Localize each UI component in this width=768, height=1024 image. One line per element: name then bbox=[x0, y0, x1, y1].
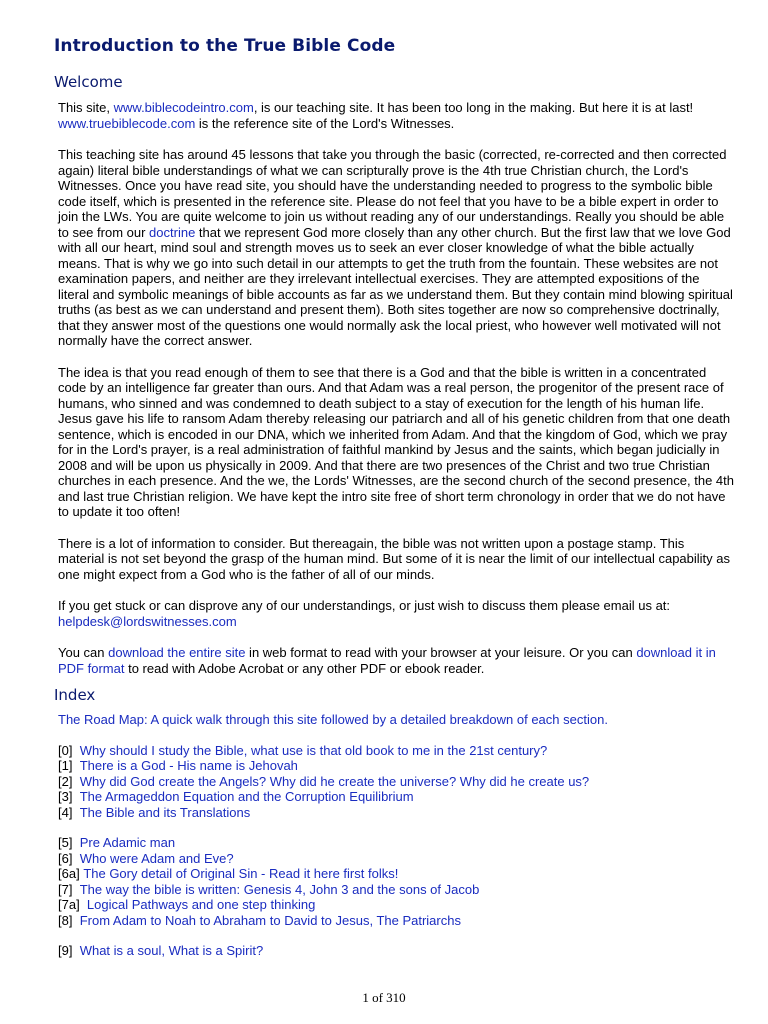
index-item bbox=[58, 943, 734, 959]
index-number: [2] bbox=[58, 773, 73, 789]
index-link[interactable]: Why should I study the Bible, what use is that old book to me in the 21st century? bbox=[79, 742, 548, 758]
index-link[interactable]: The way the bible is written: Genesis 4, John 3 and the sons of Jacob bbox=[79, 881, 480, 897]
download-pdf-link[interactable]: download it in PDF format bbox=[58, 645, 716, 676]
contact-text: If you get stuck or can disprove any of our understandings, or just wish to discuss them please email us at: bbox=[58, 598, 671, 613]
index-item bbox=[58, 897, 734, 913]
index-number: [9] bbox=[58, 943, 73, 958]
teaching-text-1: This teaching site has around 45 lessons that take you through the basic (corrected, re-corrected and then corrected again) literal bible understandings of what we can scripturally prove is the 4th true Christian church, the Lord's Witnesses. Once you have read site, you should have the understanding needed to progress to the symbolic bible code itself, which is presented in the reference site. Please do not feel that you have to be a bible expert in order to join the LWs. You are quite welcome to join us without reading any of our understandings. Really you should be able to see from our bbox=[58, 147, 727, 240]
index-link[interactable]: There is a God - His name is Jehovah bbox=[79, 758, 298, 773]
index-item bbox=[58, 866, 734, 882]
index-section bbox=[58, 712, 734, 959]
intro-text-2: , is our teaching site. It has been too long in the making. But here it is at last! bbox=[253, 100, 694, 115]
welcome-heading: Welcome bbox=[54, 73, 123, 91]
index-item bbox=[58, 835, 734, 851]
index-number: [7] bbox=[58, 881, 73, 897]
welcome-section bbox=[58, 100, 734, 676]
index-group-2 bbox=[58, 835, 734, 928]
index-link[interactable]: Pre Adamic man bbox=[79, 835, 176, 850]
index-item bbox=[58, 913, 734, 929]
intro-paragraph bbox=[58, 100, 734, 131]
index-item bbox=[58, 758, 734, 774]
index-item bbox=[58, 774, 734, 790]
index-heading: Index bbox=[54, 686, 96, 704]
index-group-1 bbox=[58, 743, 734, 821]
download-text-1: You can bbox=[58, 645, 109, 660]
idea-paragraph: The idea is that you read enough of them to see that there is a God and that the bible is written in a concentrated code by an intelligence far greater than ours. And that Adam was a real person, the progenitor of the present race of humans, who sinned and was condemned to death subject to a stay of execution for the length of his human life. Jesus gave his life to ransom Adam thereby releasing our patriarch and all of his genetic children from that one death sentence, which is encoded in our DNA, which we inherited from Adam. And that the kingdom of God, which we pray for in the Lord's prayer, is a real administration of faithful mankind by Jesus and the saints, which began judicially in 2008 and will be upon us physically in 2009. And that there are two presences of the Christ and two true Christian churches in each presence. And the we, the Lords' Witnesses, are the second church of the second presence, the 4th and last true Christian religion. We have kept the intro site free of short term chronology in order that we do not have to update it too often! bbox=[58, 364, 734, 519]
email-link[interactable]: helpdesk@lordswitnesses.com bbox=[58, 613, 237, 629]
index-item bbox=[58, 743, 734, 759]
index-number: [0] bbox=[58, 742, 73, 758]
index-item bbox=[58, 805, 734, 821]
page-number: 1 of 310 bbox=[362, 990, 406, 1005]
index-link[interactable]: Logical Pathways and one step thinking bbox=[83, 897, 316, 912]
index-number: [8] bbox=[58, 912, 73, 928]
index-link[interactable]: Why did God create the Angels? Why did he create the universe? Why did he create us? bbox=[79, 773, 590, 789]
intro-text-3: is the reference site of the Lord's Witnesses. bbox=[195, 115, 455, 131]
index-number: [3] bbox=[58, 789, 73, 804]
index-number: [6a] bbox=[58, 866, 80, 881]
biblecodeintro-link[interactable]: www.biblecodeintro.com bbox=[113, 100, 254, 115]
index-number: [5] bbox=[58, 835, 73, 850]
index-number: [4] bbox=[58, 804, 73, 820]
index-link[interactable]: The Armageddon Equation and the Corruption Equilibrium bbox=[79, 789, 414, 804]
index-item bbox=[58, 851, 734, 867]
teaching-text-2: that we represent God more closely than any other church. But the first law that we love God with all our heart, mind soul and strength moves us to seek an ever closer knowledge of what the bible actually means. That is why we go into such detail in our attempts to get the truth from the fountain. These websites are not examination papers, and neither are they irrelevant intellectual exercises. They are attempted expositions of the literal and symbolic meanings of bible accounts as far as we understand them. But they contain mind blowing spiritual truths (as best as we can understand and present them). Both sites together are now so comprehensive doctrinally, that they answer most of the questions one would normally ask the local priest, who however well motivated will not normally have the correct answer. bbox=[58, 224, 733, 348]
doctrine-link[interactable]: doctrine bbox=[149, 224, 196, 240]
page-content bbox=[54, 36, 734, 959]
intro-text-1: This site, bbox=[58, 100, 114, 115]
index-link[interactable]: The Bible and its Translations bbox=[79, 804, 251, 820]
index-link[interactable]: Who were Adam and Eve? bbox=[79, 850, 234, 866]
download-site-link[interactable]: download the entire site bbox=[108, 645, 246, 660]
index-number: [7a] bbox=[58, 897, 80, 912]
index-item bbox=[58, 882, 734, 898]
index-link[interactable]: What is a soul, What is a Spirit? bbox=[79, 943, 264, 958]
index-link[interactable]: From Adam to Noah to Abraham to David to Jesus, The Patriarchs bbox=[79, 912, 461, 928]
index-group-3 bbox=[58, 943, 734, 959]
download-text-3: to read with Adobe Acrobat or any other PDF or ebook reader. bbox=[124, 660, 485, 676]
roadmap-link[interactable]: The Road Map: A quick walk through this site followed by a detailed breakdown of each section. bbox=[58, 712, 608, 727]
information-paragraph: There is a lot of information to consider. But thereagain, the bible was not written upon a postage stamp. This material is not set beyond the grasp of the human mind. But some of it is near the limit of our intellectual capability as one might expect from a God who is the father of all of our minds. bbox=[58, 535, 731, 582]
index-item bbox=[58, 789, 734, 805]
index-number: [6] bbox=[58, 850, 73, 866]
contact-paragraph bbox=[58, 598, 734, 629]
download-text-2: in web format to read with your browser at your leisure. Or you can bbox=[245, 645, 637, 660]
download-paragraph bbox=[58, 645, 734, 676]
truebiblecode-link[interactable]: www.truebiblecode.com bbox=[58, 115, 196, 131]
roadmap-link-row bbox=[58, 712, 734, 728]
index-link[interactable]: The Gory detail of Original Sin - Read it here first folks! bbox=[83, 866, 399, 881]
page-title: Introduction to the True Bible Code bbox=[54, 36, 396, 56]
teaching-paragraph bbox=[58, 147, 734, 349]
index-number: [1] bbox=[58, 758, 73, 773]
